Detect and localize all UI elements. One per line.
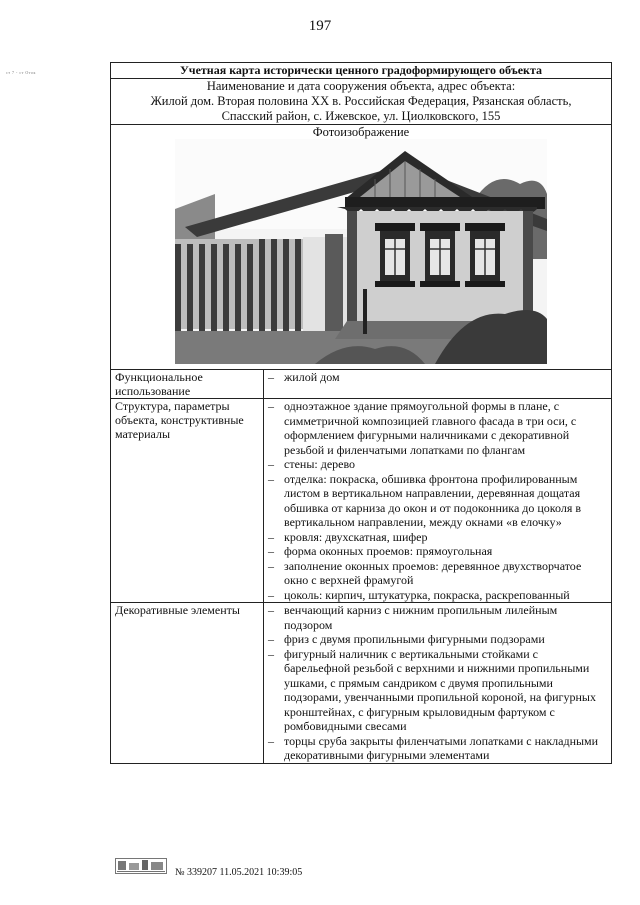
registration-stamp: № 339207 11.05.2021 10:39:05 [175, 867, 303, 878]
card-title: Учетная карта исторически ценного градоформирующего объекта [111, 63, 612, 79]
house-photo [175, 139, 547, 364]
list-item: – венчающий карниз с нижним пропильным лилейным подзором [268, 603, 607, 632]
list-item: – форма оконных проемов: прямоугольная [268, 544, 607, 559]
photo-label: Фотоизображение [312, 125, 410, 139]
list-item: – стены: дерево [268, 457, 607, 472]
list-item: – торцы сруба закрыты филенчатыми лопатками с накладными декоративными фигурными элементами [268, 734, 607, 763]
margin-note: ст 7 - ст Оток [6, 70, 36, 75]
row-label-structure: Структура, параметры объекта, конструктивные материалы [111, 399, 264, 603]
photo-cell [111, 125, 612, 370]
list-item: – заполнение оконных проемов: деревянное двухстворчатое окно с верхней фрамугой [268, 559, 607, 588]
row-items-decor [264, 603, 612, 764]
row-items-structure [264, 399, 612, 603]
footer [115, 858, 415, 880]
name-line-3: Спасский район, с. Ижевское, ул. Циолковского, 155 [221, 109, 501, 123]
list-item: – фигурный наличник с вертикальными стойками с барельефной резьбой с верхними и нижними пропильными ушками, с прямым сандриком с двумя пропильными подзорами, увенчанными пропильной короной, на фигурных кронштейнах, с фигурным крыловидным фартуком с ромбовидными свесами [268, 647, 607, 734]
list-item: – кровля: двухскатная, шифер [268, 530, 607, 545]
list-item: – фриз с двумя пропильными фигурными подзорами [268, 632, 607, 647]
row-label-decor: Декоративные элементы [111, 603, 264, 764]
page-number: 197 [308, 18, 332, 34]
list-item: – жилой дом [268, 370, 607, 385]
list-item: – отделка: покраска, обшивка фронтона профилированным листом в вертикальном направлении, деревянная дощатая обшивка от карниза до окон и от подоконника до цоколя в вертикальном направлении, между окнами «в елочку» [268, 472, 607, 530]
object-name-block [111, 79, 612, 125]
district-logo [115, 858, 167, 874]
list-item: – одноэтажное здание прямоугольной формы в плане, с симметричной композицией главного фасада в три оси, с оформлением фигурными наличниками с декоративной резьбой и филенчатыми лопатками по флангам [268, 399, 607, 457]
name-line-1: Наименование и дата сооружения объекта, адрес объекта: [206, 79, 516, 93]
row-label-function: Функциональное использование [111, 370, 264, 399]
list-item: – цоколь: кирпич, штукатурка, покраска, раскрепованный [268, 588, 607, 603]
name-line-2: Жилой дом. Вторая половина XX в. Российская Федерация, Рязанская область, [150, 94, 572, 108]
object-card-table [110, 62, 612, 764]
row-items-function [264, 370, 612, 399]
